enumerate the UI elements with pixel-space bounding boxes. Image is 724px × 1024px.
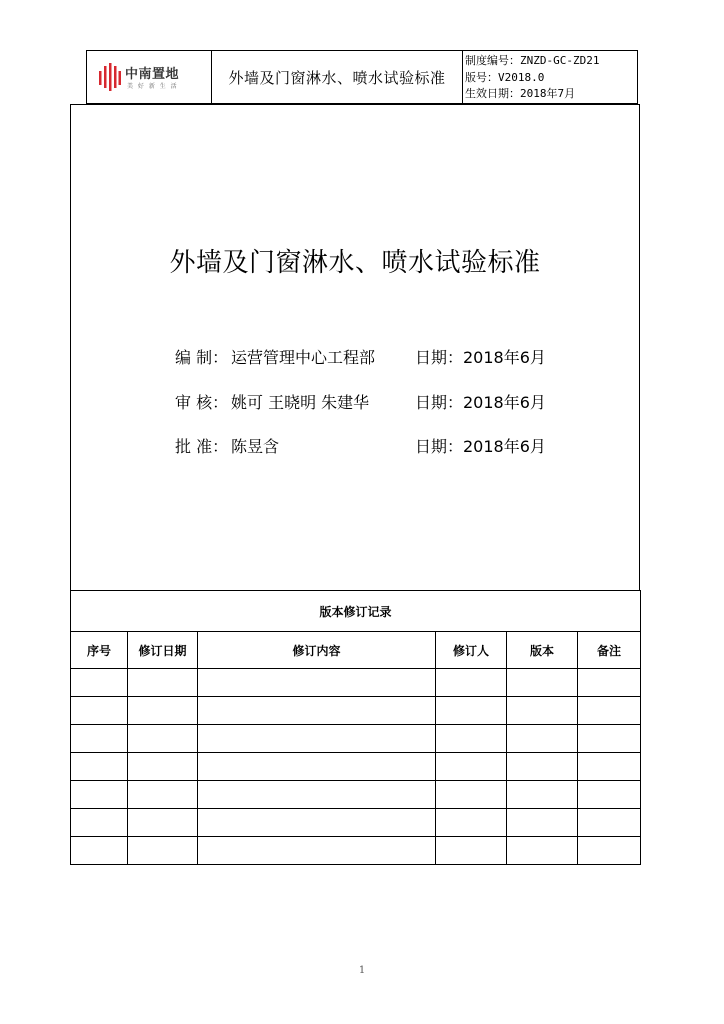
table-cell	[578, 753, 641, 781]
table-cell	[198, 781, 436, 809]
table-cell	[128, 809, 198, 837]
revision-table-header	[71, 632, 641, 669]
table-cell	[198, 669, 436, 697]
signoff-prepared	[175, 345, 546, 368]
table-cell	[507, 669, 578, 697]
signoff-label: 审 核：	[175, 393, 229, 412]
table-cell	[507, 781, 578, 809]
table-cell	[507, 809, 578, 837]
signoff-approved	[175, 434, 546, 457]
company-name: 中南置地	[125, 67, 180, 82]
table-cell	[507, 725, 578, 753]
table-row	[71, 781, 641, 809]
logo-cell	[87, 51, 212, 103]
signoff-date: 日期：2018年6月	[415, 437, 546, 456]
signoff-reviewed	[175, 390, 546, 413]
table-cell	[507, 753, 578, 781]
table-cell	[507, 697, 578, 725]
table-cell	[436, 781, 507, 809]
table-cell	[71, 697, 128, 725]
table-cell	[436, 669, 507, 697]
table-cell	[71, 669, 128, 697]
table-cell	[71, 809, 128, 837]
table-cell	[578, 725, 641, 753]
table-row	[71, 669, 641, 697]
table-cell	[198, 725, 436, 753]
table-cell	[578, 697, 641, 725]
table-cell	[436, 753, 507, 781]
table-cell	[128, 753, 198, 781]
effective-date: 生效日期：2018年7月	[465, 87, 576, 100]
column-header: 修订人	[436, 632, 507, 669]
doc-number: 制度编号：ZNZD-GC-ZD21	[465, 54, 600, 67]
table-row	[71, 837, 641, 865]
signoff-date: 日期：2018年6月	[415, 348, 546, 367]
signoff-value: 陈昱含	[231, 437, 280, 456]
table-cell	[198, 697, 436, 725]
table-cell	[578, 669, 641, 697]
table-cell	[198, 753, 436, 781]
doc-version: 版号：V2018.0	[465, 70, 545, 84]
table-cell	[71, 781, 128, 809]
table-cell	[198, 809, 436, 837]
table-cell	[436, 725, 507, 753]
revision-table	[70, 590, 641, 865]
table-cell	[578, 781, 641, 809]
column-header: 版本	[507, 632, 578, 669]
table-cell	[507, 837, 578, 865]
signoff-date: 日期：2018年6月	[415, 393, 546, 412]
table-cell	[436, 837, 507, 865]
column-header: 修订内容	[198, 632, 436, 669]
table-cell	[128, 669, 198, 697]
table-cell	[578, 837, 641, 865]
page-number: 1	[358, 965, 366, 976]
signoff-label: 批 准：	[175, 437, 229, 456]
table-cell	[128, 697, 198, 725]
signoff-value: 姚可 王晓明 朱建华	[231, 393, 370, 412]
table-cell	[71, 753, 128, 781]
table-row	[71, 753, 641, 781]
table-row	[71, 697, 641, 725]
table-cell	[198, 837, 436, 865]
table-cell	[71, 837, 128, 865]
column-header: 序号	[71, 632, 128, 669]
table-cell	[578, 809, 641, 837]
company-logo-icon	[99, 63, 121, 91]
table-cell	[71, 725, 128, 753]
signoff-label: 编 制：	[175, 348, 229, 367]
document-title: 外墙及门窗淋水、喷水试验标准	[169, 248, 541, 278]
company-slogan: 美 好 新 生 活	[127, 83, 179, 90]
table-cell	[128, 725, 198, 753]
column-header: 备注	[578, 632, 641, 669]
header-title: 外墙及门窗淋水、喷水试验标准	[212, 51, 463, 103]
table-cell	[436, 809, 507, 837]
table-cell	[436, 697, 507, 725]
table-cell	[128, 837, 198, 865]
table-row	[71, 725, 641, 753]
table-row	[71, 809, 641, 837]
revision-table-caption: 版本修订记录	[71, 591, 641, 632]
column-header: 修订日期	[128, 632, 198, 669]
table-cell	[128, 781, 198, 809]
signoff-value: 运营管理中心工程部	[231, 348, 376, 367]
document-header	[86, 50, 638, 104]
cover-area	[70, 104, 640, 591]
header-meta	[465, 53, 637, 103]
